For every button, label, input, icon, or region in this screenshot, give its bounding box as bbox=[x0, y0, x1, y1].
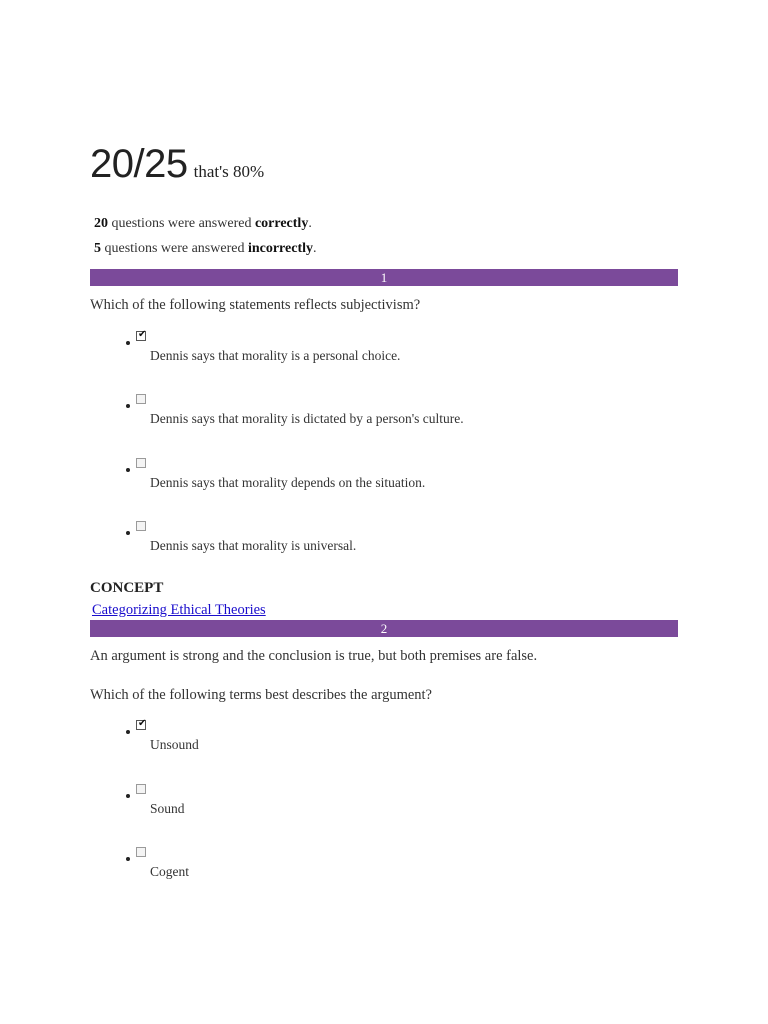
question-1-number: 1 bbox=[380, 270, 388, 285]
question-2-prompt: An argument is strong and the conclusion is true, but both premises are false. bbox=[90, 648, 538, 664]
bullet-icon bbox=[126, 404, 130, 408]
q1-option-3[interactable] bbox=[126, 458, 646, 502]
correct-summary bbox=[94, 216, 312, 232]
q1-option-2[interactable] bbox=[126, 394, 646, 438]
q1-option-2-label: Dennis says that morality is dictated by a person's culture. bbox=[150, 411, 464, 426]
concept-heading: CONCEPT bbox=[90, 580, 164, 596]
correct-summary-text: questions were answered bbox=[108, 216, 255, 231]
score-fraction: 20/25 bbox=[90, 142, 188, 186]
q1-option-3-label: Dennis says that morality depends on the situation. bbox=[150, 475, 426, 490]
checkbox-unchecked-icon[interactable] bbox=[136, 458, 146, 468]
incorrect-word: incorrectly bbox=[247, 241, 313, 256]
q1-option-1-label: Dennis says that morality is a personal choice. bbox=[150, 348, 401, 363]
q2-option-3[interactable] bbox=[126, 847, 646, 891]
q2-option-1[interactable] bbox=[126, 720, 646, 764]
correct-word: correctly bbox=[254, 216, 309, 231]
incorrect-count: 5 bbox=[94, 241, 101, 256]
question-2-header-bar bbox=[90, 620, 678, 637]
score-line bbox=[90, 142, 264, 187]
checkbox-checked-icon[interactable] bbox=[136, 720, 146, 730]
bullet-icon bbox=[126, 531, 130, 535]
bullet-icon bbox=[126, 730, 130, 734]
question-2-prompt-2: Which of the following terms best describes the argument? bbox=[90, 687, 432, 703]
concept-link[interactable]: Categorizing Ethical Theories bbox=[92, 602, 266, 618]
bullet-icon bbox=[126, 857, 130, 861]
incorrect-period: . bbox=[313, 241, 317, 256]
q1-option-4[interactable] bbox=[126, 521, 646, 565]
checkbox-unchecked-icon[interactable] bbox=[136, 784, 146, 794]
incorrect-summary bbox=[94, 241, 317, 257]
checkbox-checked-icon[interactable] bbox=[136, 331, 146, 341]
checkbox-unchecked-icon[interactable] bbox=[136, 394, 146, 404]
checkbox-unchecked-icon[interactable] bbox=[136, 521, 146, 531]
bullet-icon bbox=[126, 468, 130, 472]
correct-period: . bbox=[308, 216, 312, 231]
q1-option-4-label: Dennis says that morality is universal. bbox=[150, 538, 357, 553]
bullet-icon bbox=[126, 794, 130, 798]
q2-option-2[interactable] bbox=[126, 784, 646, 828]
question-1-header-bar bbox=[90, 269, 678, 286]
q1-option-1[interactable] bbox=[126, 331, 646, 375]
question-1-prompt: Which of the following statements reflects subjectivism? bbox=[90, 297, 421, 313]
checkbox-unchecked-icon[interactable] bbox=[136, 847, 146, 857]
question-2-number: 2 bbox=[380, 621, 388, 636]
q2-option-1-label: Unsound bbox=[150, 737, 199, 752]
incorrect-summary-text: questions were answered bbox=[101, 241, 248, 256]
q2-option-2-label: Sound bbox=[150, 801, 185, 816]
q2-option-3-label: Cogent bbox=[150, 864, 189, 879]
checkmark-icon: ✔ bbox=[138, 329, 147, 340]
bullet-icon bbox=[126, 341, 130, 345]
correct-count: 20 bbox=[94, 216, 108, 231]
score-percent: that's 80% bbox=[193, 162, 265, 181]
checkmark-icon: ✔ bbox=[138, 718, 147, 729]
